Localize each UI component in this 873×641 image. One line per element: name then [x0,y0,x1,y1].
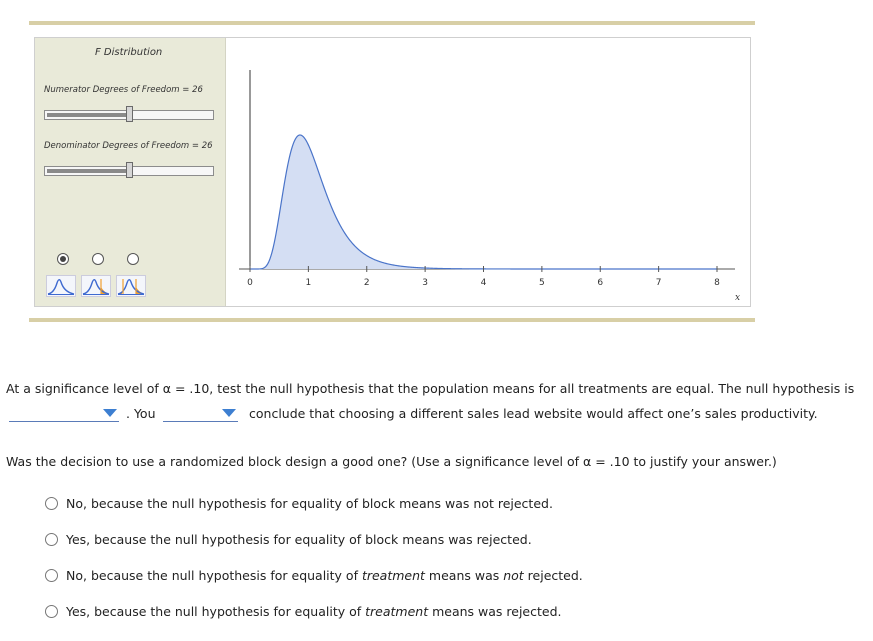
density-area [250,135,717,269]
question-part1: At a significance level of α = .10, test the null hypothesis that the population means for all treatments are equal. The null hypothesis is [6,381,855,396]
dropdown-arrow-icon [222,409,236,417]
controls-panel [35,38,226,306]
tail-option-radio-none[interactable] [57,253,69,265]
radio-button[interactable] [45,605,58,618]
f-distribution-plot [226,38,750,306]
x-tick-label: 6 [597,278,604,288]
two-tail-curve-icon[interactable] [116,275,146,297]
x-tick-label: 5 [539,278,545,288]
denominator-slider-handle[interactable] [126,162,133,178]
tail-option-radio-two[interactable] [127,253,139,265]
question-part2: Was the decision to use a randomized block design a good one? (Use a significance level of α = .10 to justify your answer.) [6,454,777,469]
answer-option-label: No, because the null hypothesis for equality of treatment means was not rejected. [66,568,583,583]
x-tick-label: 2 [363,278,370,288]
applet-title: F Distribution [95,47,163,58]
x-tick-label: 3 [422,278,428,288]
radio-button[interactable] [45,497,58,510]
x-tick-label: 8 [714,278,720,288]
x-axis-label: x [735,293,741,303]
denominator-df-slider[interactable] [44,166,214,176]
conclusion-text: conclude that choosing a different sales lead website would affect one’s sales productivity. [249,406,818,421]
right-tail-curve-icon[interactable] [81,275,111,297]
dropdown-arrow-icon [103,409,117,417]
conclusion-dropdown[interactable] [163,406,238,422]
numerator-slider-handle[interactable] [126,106,133,122]
top-divider [29,21,755,25]
answer-option-label: Yes, because the null hypothesis for equality of block means was rejected. [66,532,532,547]
x-tick-label: 4 [480,278,487,288]
numerator-slider-fill [47,113,129,117]
denominator-slider-fill [47,169,129,173]
answer-option-label: Yes, because the null hypothesis for equality of treatment means was rejected. [66,604,562,619]
numerator-df-label: Numerator Degrees of Freedom = 26 [44,85,203,95]
answer-option-label: No, because the null hypothesis for equality of block means was not rejected. [66,496,553,511]
null-hypothesis-dropdown[interactable] [9,406,119,422]
tail-option-radio-right[interactable] [92,253,104,265]
x-tick-label: 1 [305,278,312,288]
x-tick-label: 7 [655,278,662,288]
x-tick-label: 0 [247,278,253,288]
radio-button[interactable] [45,569,58,582]
numerator-df-slider[interactable] [44,110,214,120]
no-shading-curve-icon[interactable] [46,275,76,297]
you-text: . You [126,406,156,421]
denominator-df-label: Denominator Degrees of Freedom = 26 [44,141,213,151]
f-distribution-applet [34,37,751,307]
bottom-divider [29,318,755,322]
radio-button[interactable] [45,533,58,546]
